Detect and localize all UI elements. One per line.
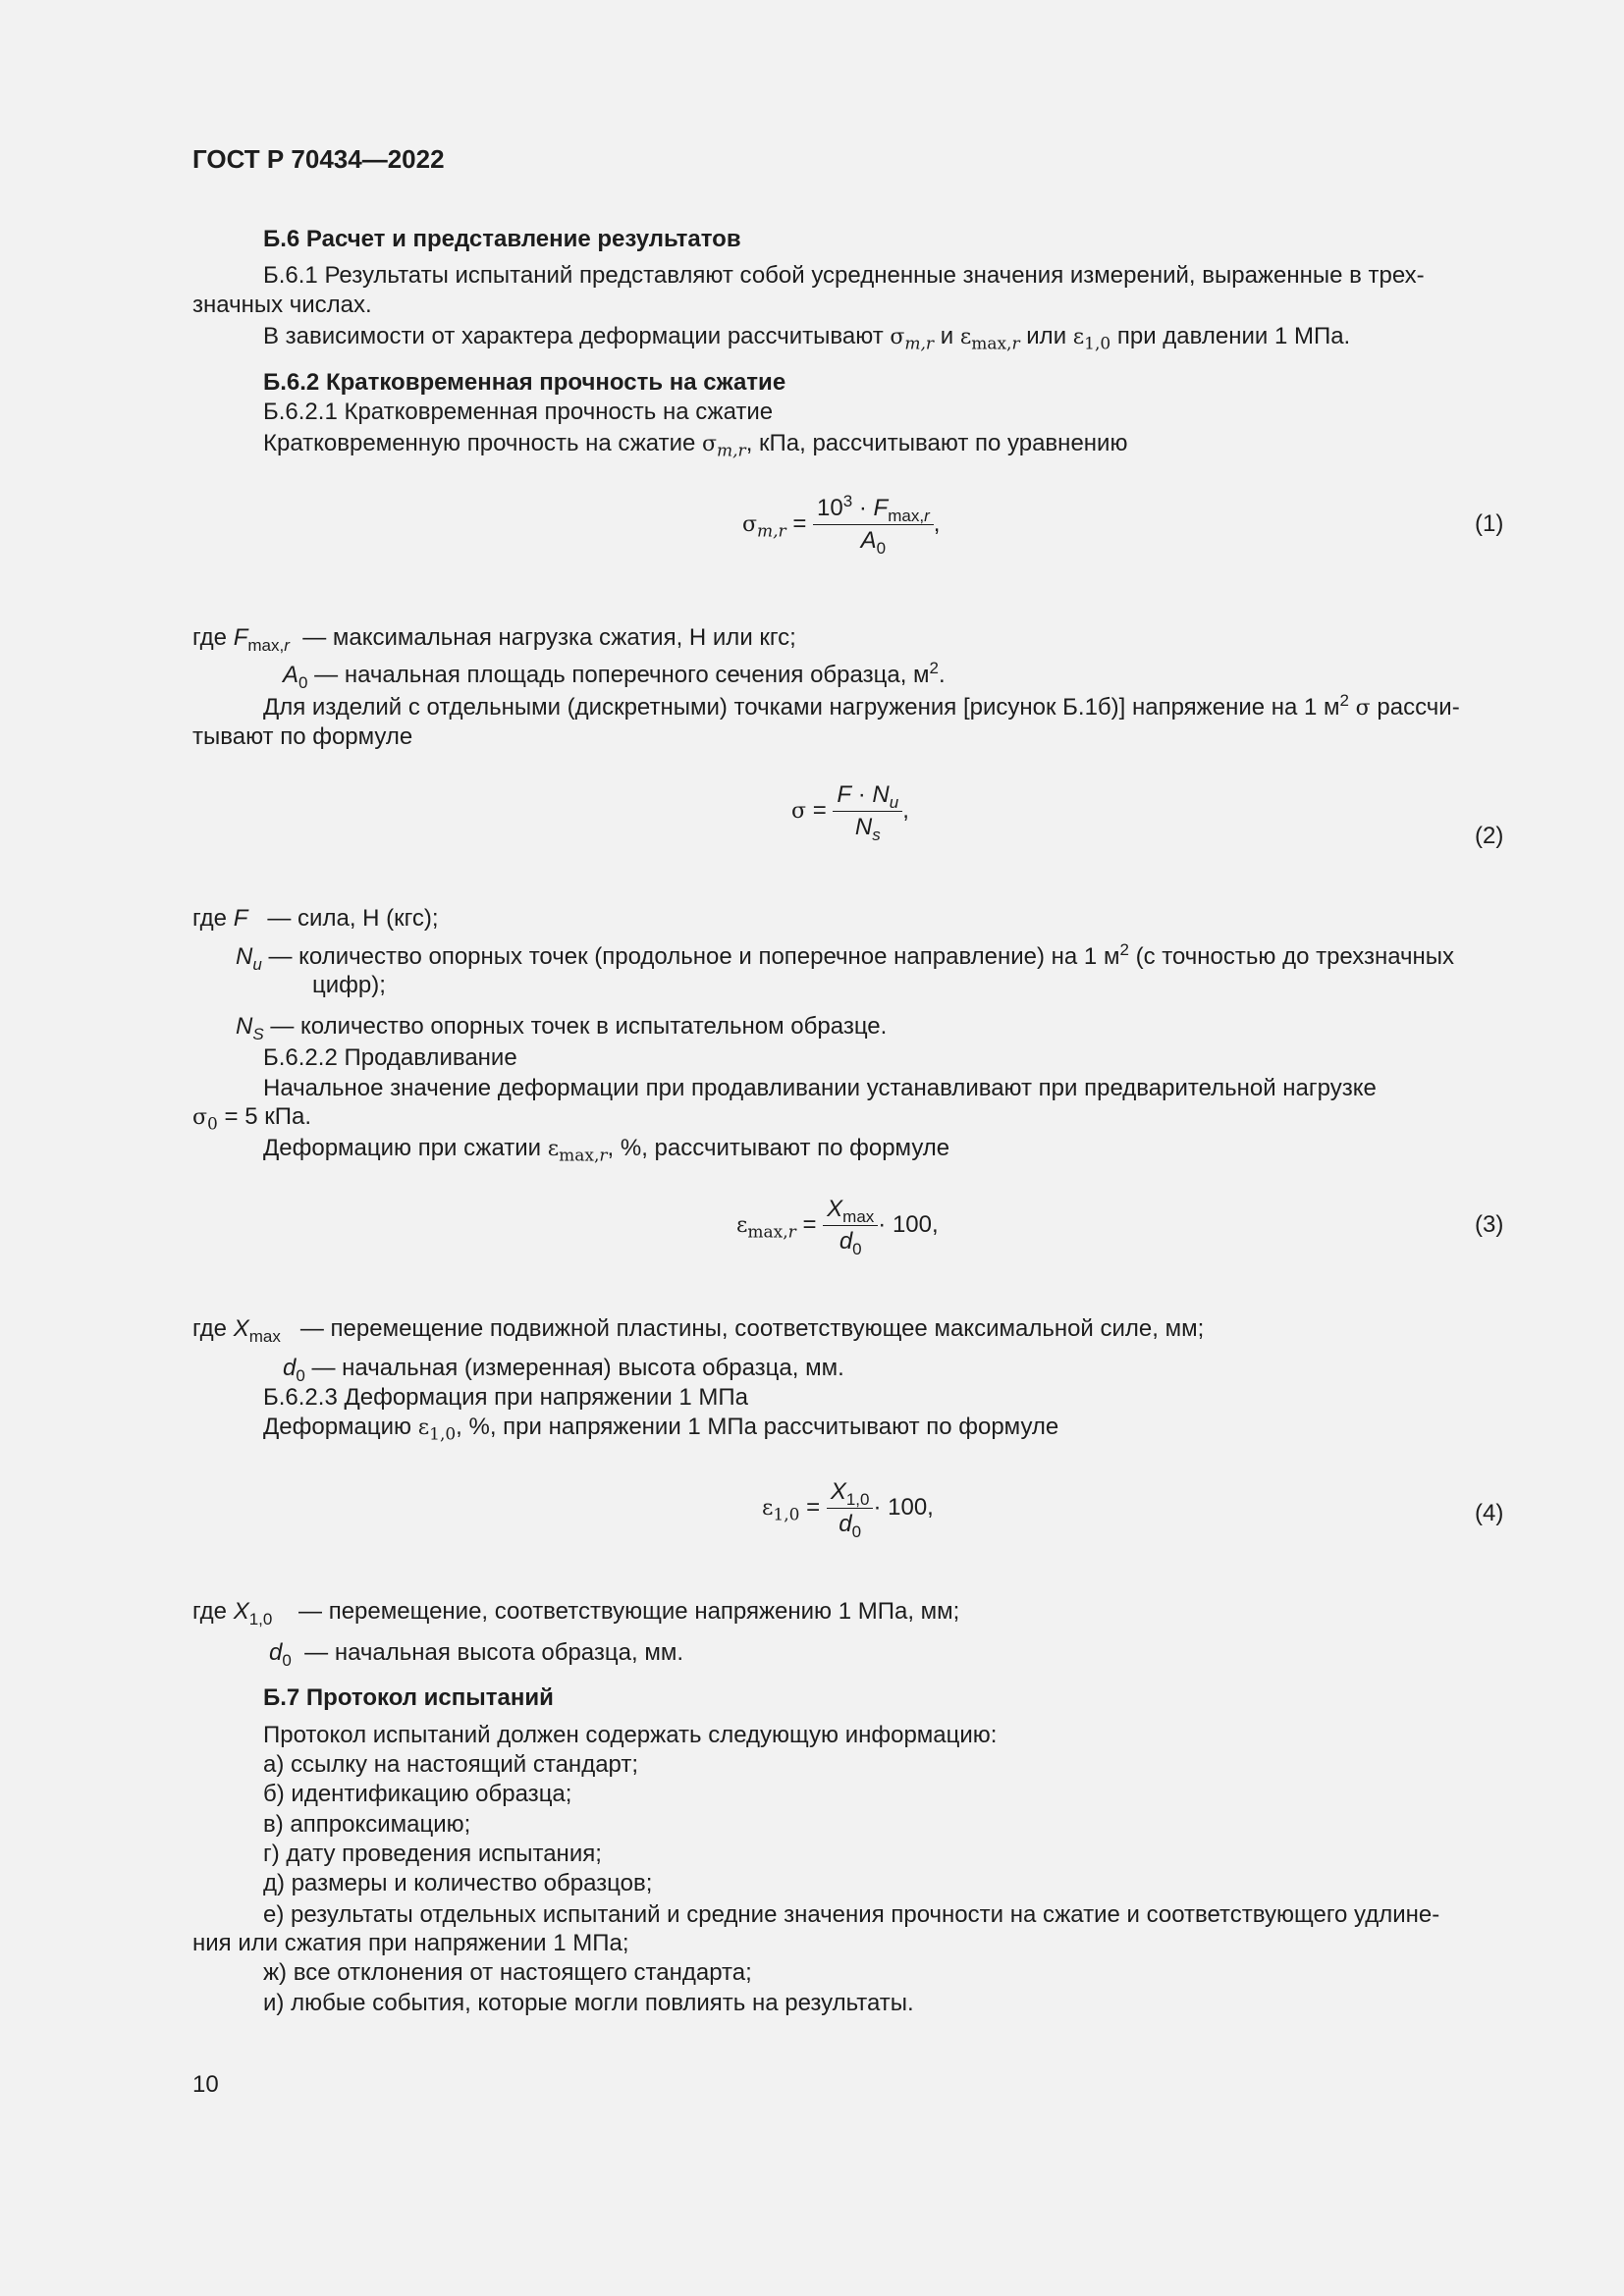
para-press: Начальное значение деформации при продавливании устанавливают при предварительной нагрузке	[263, 1075, 1377, 1101]
section-b6-title: Б.6 Расчет и представление результатов	[263, 226, 741, 252]
dep-text-d: при давлении 1 МПа.	[1110, 323, 1351, 349]
para-b61-text: Б.6.1 Результаты испытаний представляют собой усредненные значения измерений, выраженные в трех-	[263, 262, 1425, 289]
sub-b623: Б.6.2.3 Деформация при напряжении 1 МПа	[263, 1384, 749, 1411]
sub-b622: Б.6.2.2 Продавливание	[263, 1044, 517, 1071]
equation-3: $\varepsilon_{max,r}$ = $\frac{X_{max}}{d_0}$ · 100,	[736, 1196, 939, 1258]
para-dependence	[192, 322, 1508, 352]
dep-text-a: В зависимости от характера деформации рассчитывают	[263, 323, 891, 349]
eps-10-symbol: $\varepsilon_{1,0}$	[1072, 325, 1111, 354]
where-xmax: где $X_{max}$ — перемещение подвижной пластины, соответствующее максимальной силе, мм;	[192, 1315, 1205, 1346]
para-def10: Деформацию $\varepsilon_{1,0}$, %, при напряжении 1 МПа рассчитывают по формуле	[263, 1414, 1059, 1445]
para-press-cont: $\sigma_0 = 5$ кПа.	[192, 1103, 311, 1135]
para-deform: Деформацию при сжатии $\varepsilon_{max,r}$, %, рассчитывают по формуле	[263, 1135, 950, 1166]
para-short-term	[263, 430, 1128, 461]
where-d0-b: $d_0$ — начальная высота образца, мм.	[269, 1639, 683, 1670]
equation-1: $\sigma_{m,r}$ = $\frac{10^3 \cdot F_{max,r}}{A_0}$ ,	[742, 492, 941, 558]
protocol-item: и) любые события, которые могли повлиять на результаты.	[263, 1990, 914, 2016]
protocol-item: в) аппроксимацию;	[263, 1811, 471, 1838]
equation-2: σ = $\frac{F \cdot N_u}{N_s}$ ,	[791, 781, 909, 844]
where-fmax: где $F_{max,r}$ — максимальная нагрузка сжатия, Н или кгс;	[192, 624, 796, 655]
protocol-item: е) результаты отдельных испытаний и средние значения прочности на сжатие и соответствующего удлине-	[263, 1901, 1440, 1928]
where-ns: $N_S$ — количество опорных точек в испытательном образце.	[236, 1013, 888, 1043]
where-f: где F — сила, Н (кгс);	[192, 905, 439, 932]
dep-text-c: или	[1019, 323, 1073, 349]
sub-b621: Б.6.2.1 Кратковременная прочность на сжатие	[263, 399, 774, 425]
protocol-item: г) дату проведения испытания;	[263, 1841, 602, 1867]
protocol-intro: Протокол испытаний должен содержать следующую информацию:	[263, 1722, 998, 1748]
protocol-item: д) размеры и количество образцов;	[263, 1870, 653, 1896]
protocol-item: а) ссылку на настоящий стандарт;	[263, 1751, 639, 1778]
equation-4: $\varepsilon_{1,0}$ = $\frac{X_{1,0}}{d_0}$ · 100,	[762, 1478, 934, 1541]
equation-2-number: (2)	[1475, 823, 1504, 849]
equation-3-number: (3)	[1475, 1211, 1504, 1238]
document-header: ГОСТ Р 70434—2022	[192, 144, 445, 174]
where-nu-cont: цифр);	[312, 972, 386, 998]
equation-1-number: (1)	[1475, 510, 1504, 537]
page-number: 10	[192, 2071, 219, 2098]
dep-text-b: и	[934, 323, 960, 349]
section-b7-title: Б.7 Протокол испытаний	[263, 1684, 554, 1711]
protocol-item: ж) все отклонения от настоящего стандарта;	[263, 1959, 752, 1986]
where-a0: $A_0$ — начальная площадь поперечного сечения образца, $м^2$.	[283, 659, 946, 692]
where-nu: $N_u$ — количество опорных точек (продольное и поперечное направление) на 1 $м^2$ (с точностью до трехзначных	[236, 940, 1455, 974]
para-discrete-cont: тывают по формуле	[192, 723, 413, 750]
short-term-b: , кПа, рассчитывают по уравнению	[745, 430, 1128, 456]
para-b61	[192, 261, 1508, 291]
where-d0: $d_0$ — начальная (измеренная) высота образца, мм.	[283, 1355, 844, 1385]
para-discrete: Для изделий с отдельными (дискретными) точками нагружения [рисунок Б.1б)] напряжение на 1 $м^2$ σ рассчи-	[263, 691, 1460, 721]
eps-maxr-symbol: $\varepsilon_{max,r}$	[959, 325, 1020, 354]
where-x10: где $X_{1,0}$ — перемещение, соответствующие напряжению 1 МПа, мм;	[192, 1598, 960, 1629]
equation-4-number: (4)	[1475, 1500, 1504, 1526]
section-b62-title: Б.6.2 Кратковременная прочность на сжатие	[263, 369, 786, 396]
short-term-a: Кратковременную прочность на сжатие	[263, 430, 702, 456]
protocol-item: б) идентификацию образца;	[263, 1781, 572, 1807]
protocol-item-cont: ния или сжатия при напряжении 1 МПа;	[192, 1930, 629, 1956]
sigma-mr-symbol: $\sigma_{m,r}$	[890, 325, 935, 354]
para-b61-cont: значных числах.	[192, 292, 372, 318]
sigma-mr-inline: $\sigma_{m,r}$	[702, 432, 746, 461]
